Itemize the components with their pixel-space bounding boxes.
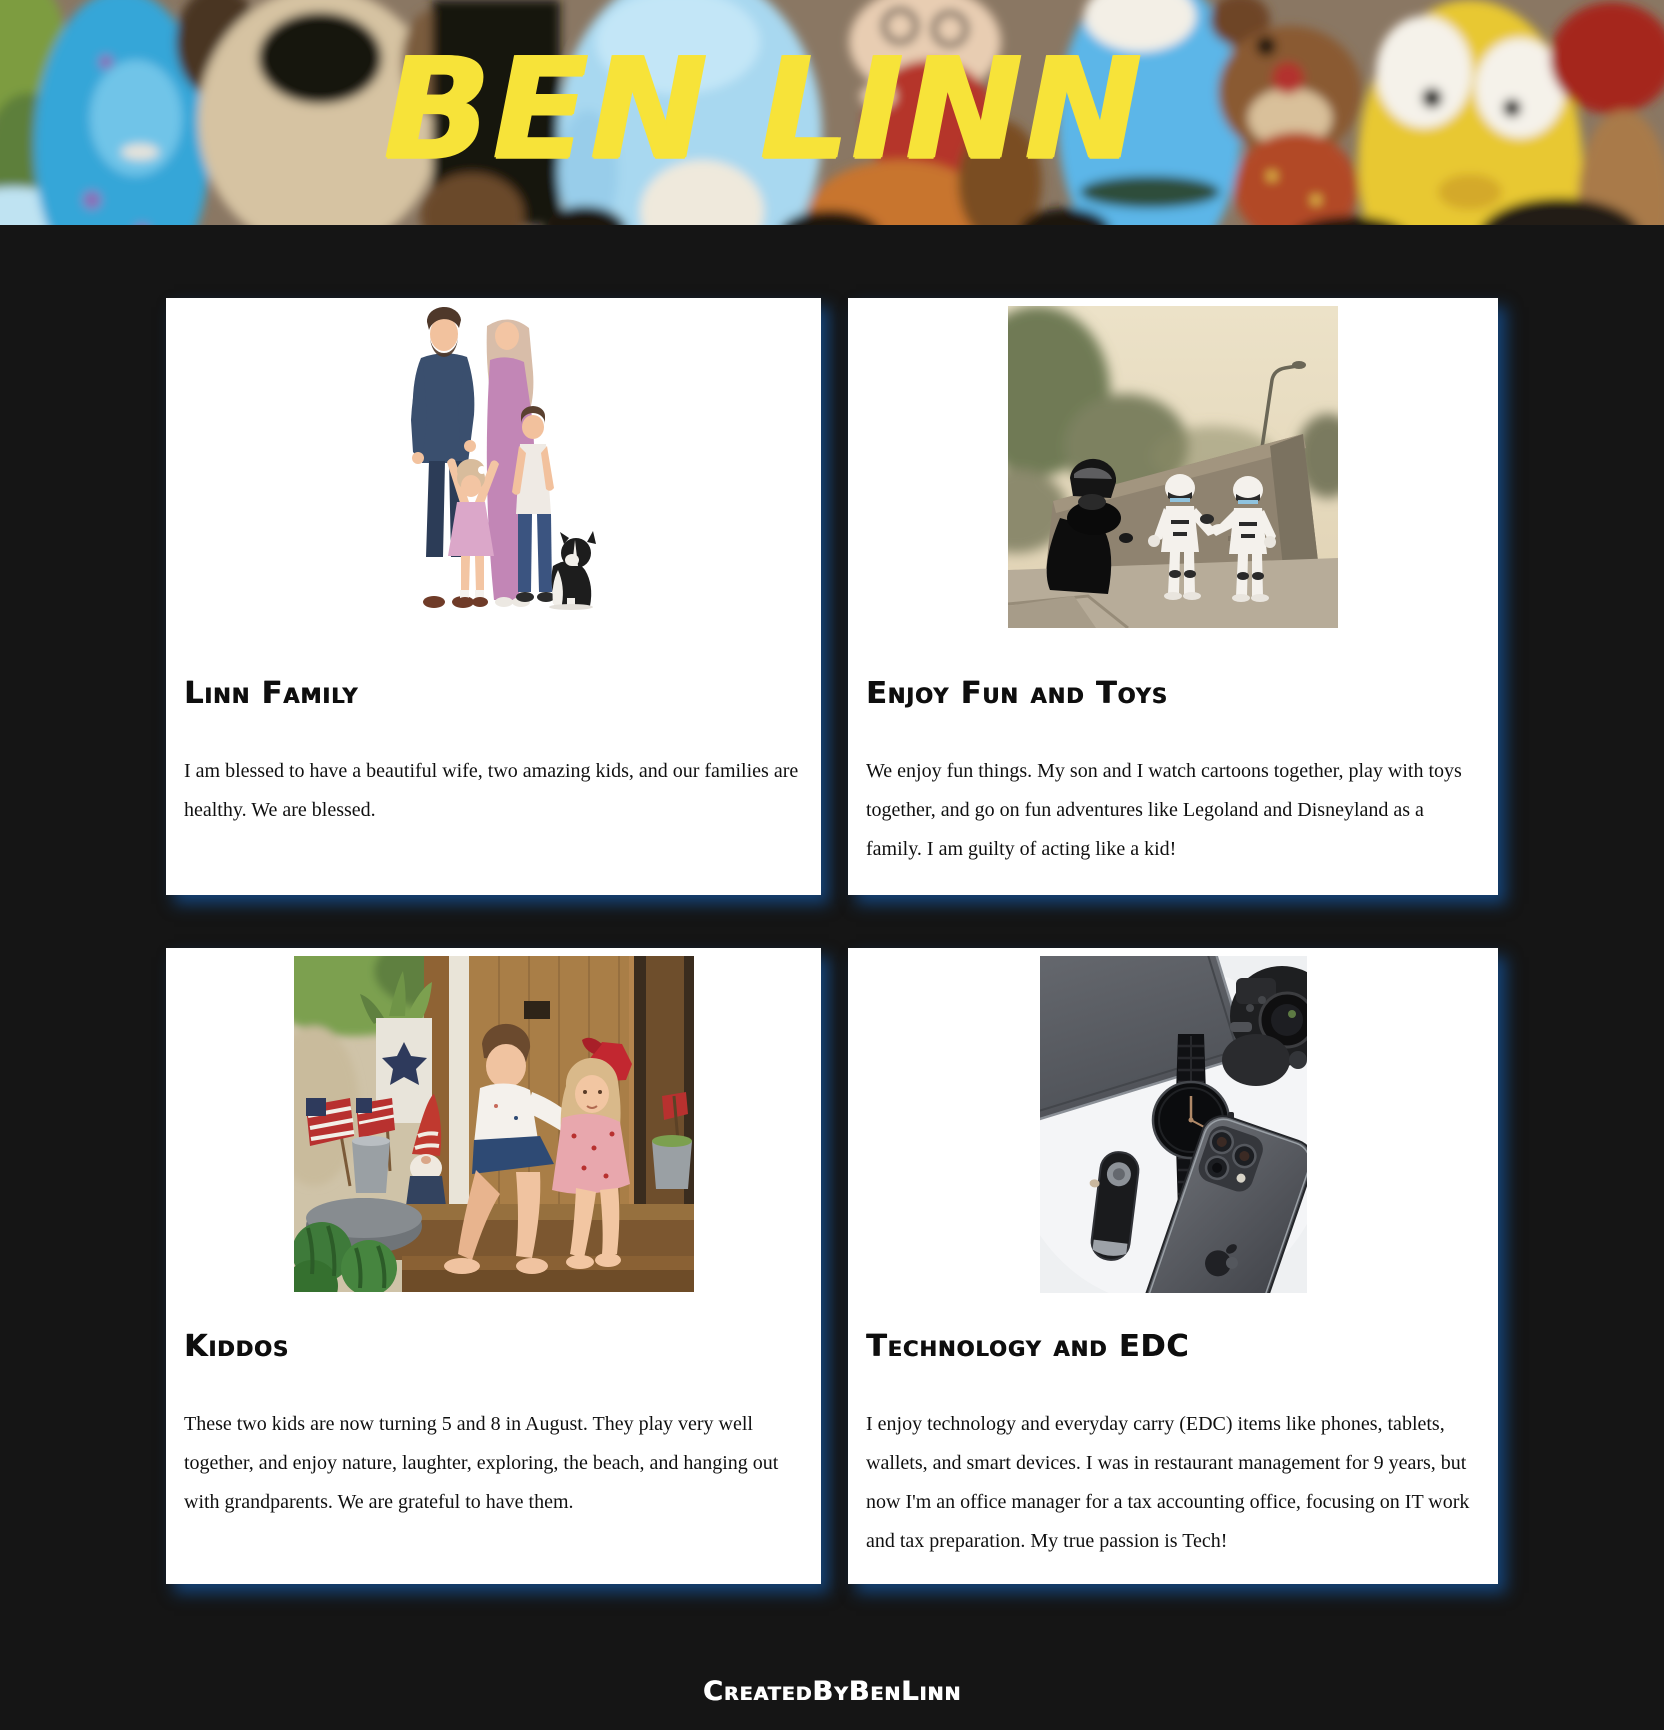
card-title: Technology and EDC bbox=[866, 1329, 1190, 1364]
family-illustration-image bbox=[391, 306, 596, 628]
site-title: BEN LINN bbox=[384, 27, 1144, 191]
hero-banner bbox=[0, 0, 1664, 225]
kids-on-porch-photo bbox=[184, 956, 803, 1292]
family-illustration bbox=[184, 306, 803, 628]
footer-credit: CreatedByBenLinn bbox=[702, 1676, 962, 1707]
card-body: I am blessed to have a beautiful wife, two amazing kids, and our families are healthy. We are blessed. bbox=[184, 759, 799, 821]
card-title: Kiddos bbox=[184, 1329, 289, 1364]
tech-flatlay-photo bbox=[866, 956, 1480, 1292]
kids-on-porch-image bbox=[294, 956, 694, 1292]
card-linn-family bbox=[166, 298, 821, 895]
card-body: I enjoy technology and everyday carry (EDC) items like phones, tablets, wallets, and smart devices. I was in restaurant management for 9 years, but now I'm an office manager for a tax accounting office, focusing on IT work and tax preparation. My true passion is Tech! bbox=[866, 1412, 1470, 1552]
card-body: We enjoy fun things. My son and I watch cartoons together, play with toys together, and go on fun adventures like Legoland and Disneyland as a family. I am guilty of acting like a kid! bbox=[866, 759, 1462, 860]
card-technology-and-edc bbox=[848, 948, 1498, 1584]
star-wars-figures-image bbox=[1008, 306, 1338, 628]
star-wars-figures-photo bbox=[866, 306, 1480, 628]
card-grid bbox=[166, 298, 1498, 1584]
card-body: These two kids are now turning 5 and 8 in August. They play very well together, and enjoy nature, laughter, exploring, the beach, and hanging out with grandparents. We are grateful to have them. bbox=[184, 1412, 779, 1513]
card-title: Enjoy Fun and Toys bbox=[866, 676, 1168, 711]
tech-flatlay-image bbox=[1040, 956, 1307, 1293]
footer bbox=[0, 1676, 1664, 1707]
card-enjoy-fun-and-toys bbox=[848, 298, 1498, 895]
card-kiddos bbox=[166, 948, 821, 1584]
card-title: Linn Family bbox=[184, 676, 359, 711]
